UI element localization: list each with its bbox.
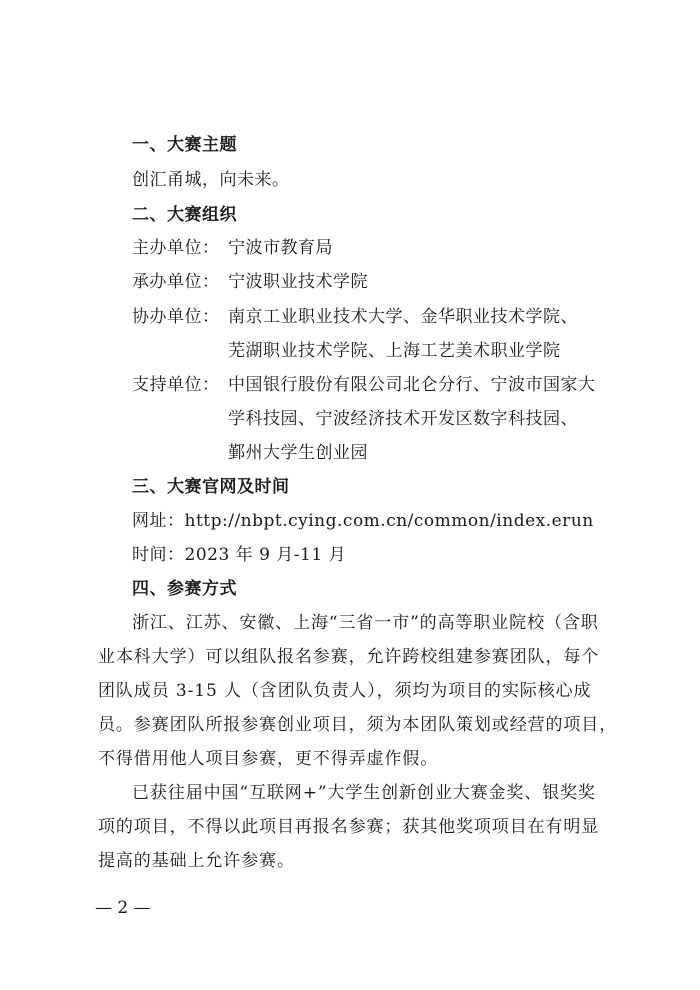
supporter-label: 支持单位：	[132, 375, 220, 395]
participation-para-2-line-3: 提高的基础上允许参赛。	[98, 851, 295, 871]
organizer-unit-row	[132, 270, 368, 294]
co-organizer-line-1: 南京工业职业技术大学、金华职业技术学院、	[228, 307, 578, 327]
co-organizer-line-2: 芜湖职业技术学院、上海工艺美术职业学院	[228, 341, 561, 361]
co-organizer-row	[132, 305, 578, 329]
participation-para-1-line-4: 员。参赛团队所报参赛创业项目，须为本团队策划或经营的项目，	[98, 715, 618, 735]
participation-para-1-line-5: 不得借用他人项目参赛，更不得弄虚作假。	[98, 749, 439, 769]
time-line: 时间：2023 年 9 月-11 月	[132, 545, 347, 565]
host-unit-row	[132, 236, 333, 260]
organizer-unit-label: 承办单位：	[132, 272, 220, 292]
supporter-line-2: 学科技园、宁波经济技术开发区数字科技园、	[228, 409, 578, 429]
co-organizer-label: 协办单位：	[132, 307, 220, 327]
host-unit-label: 主办单位：	[132, 238, 220, 258]
participation-para-1-line-1: 浙江、江苏、安徽、上海“三省一市”的高等职业院校（含职	[132, 613, 599, 633]
page-number: — 2 —	[95, 898, 151, 918]
host-unit-value: 宁波市教育局	[228, 238, 333, 258]
section-2-heading: 二、大赛组织	[132, 205, 237, 225]
participation-para-1-line-2: 业本科大学）可以组队报名参赛，允许跨校组建参赛团队，每个	[98, 647, 600, 667]
participation-para-2-line-2: 项的项目，不得以此项目再报名参赛；获其他奖项项目在有明显	[98, 817, 600, 837]
section-3-heading: 三、大赛官网及时间	[132, 477, 290, 497]
supporter-line-3: 鄞州大学生创业园	[228, 443, 368, 463]
website-line: 网址：http://nbpt.cying.com.cn/common/index.erun	[132, 511, 594, 531]
supporter-line-1: 中国银行股份有限公司北仑分行、宁波市国家大	[228, 375, 596, 395]
organizer-unit-value: 宁波职业技术学院	[228, 272, 368, 292]
participation-para-2-line-1: 已获往届中国“互联网+”大学生创新创业大赛金奖、银奖奖	[132, 783, 596, 803]
theme-text: 创汇甬城，向未来。	[132, 170, 290, 190]
section-4-heading: 四、参赛方式	[132, 579, 237, 599]
supporter-row	[132, 373, 596, 397]
participation-para-1-line-3: 团队成员 3-15 人（含团队负责人），须均为项目的实际核心成	[98, 681, 592, 701]
section-1-heading: 一、大赛主题	[132, 135, 237, 155]
